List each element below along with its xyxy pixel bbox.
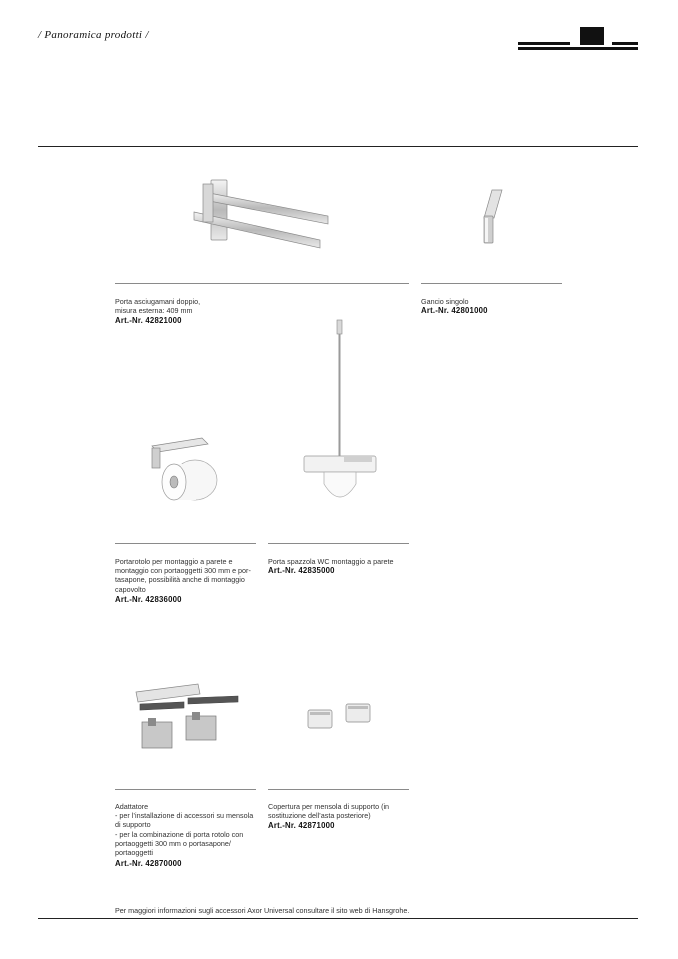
product-article-number: Art.-Nr. 42821000: [115, 316, 182, 325]
bottom-divider: [38, 918, 638, 919]
product-divider: [268, 543, 409, 544]
top-divider: [38, 146, 638, 147]
product-description: Gancio singolo: [421, 297, 469, 306]
product-description: Copertura per mensola di supporto (in sostituzione dell’asta posteriore): [268, 802, 390, 821]
product-article-number: Art.-Nr. 42870000: [115, 859, 182, 868]
product-description: Adattatore - per l’installazione di accessori su mensola di supporto - per la combinazione di porta rotolo con portaoggetti 300 mm o portasapone/ portaoggetti: [115, 802, 254, 858]
product-image-double-towel-bar: [186, 176, 336, 256]
product-image-single-hook: [470, 186, 510, 246]
footer-note: Per maggiori informazioni sugli accessori Axor Universal consultare il sito web di Hansgrohe.: [115, 906, 410, 915]
product-divider: [268, 789, 409, 790]
product-article-number: Art.-Nr. 42871000: [268, 821, 335, 830]
brand-logo-icon: [518, 27, 638, 51]
product-description: Porta spazzola WC montaggio a parete: [268, 557, 394, 566]
product-description: Porta asciugamani doppio, misura esterna: 409 mm: [115, 297, 201, 316]
product-divider: [115, 283, 409, 284]
product-article-number: Art.-Nr. 42801000: [421, 306, 488, 315]
product-divider: [115, 543, 256, 544]
product-image-toilet-brush-holder: [300, 318, 380, 504]
product-divider: [115, 789, 256, 790]
section-title: / Panoramica prodotti /: [38, 29, 149, 41]
product-description: Portarotolo per montaggio a parete e montaggio con portaoggetti 300 mm e por- tasapone, possibilità anche di montaggio capovolto: [115, 557, 251, 594]
product-divider: [421, 283, 562, 284]
product-image-toilet-roll-holder: [148, 434, 223, 506]
product-image-adapter: [130, 682, 242, 752]
product-article-number: Art.-Nr. 42836000: [115, 595, 182, 604]
product-article-number: Art.-Nr. 42835000: [268, 566, 335, 575]
product-image-bracket-cover: [304, 698, 376, 732]
